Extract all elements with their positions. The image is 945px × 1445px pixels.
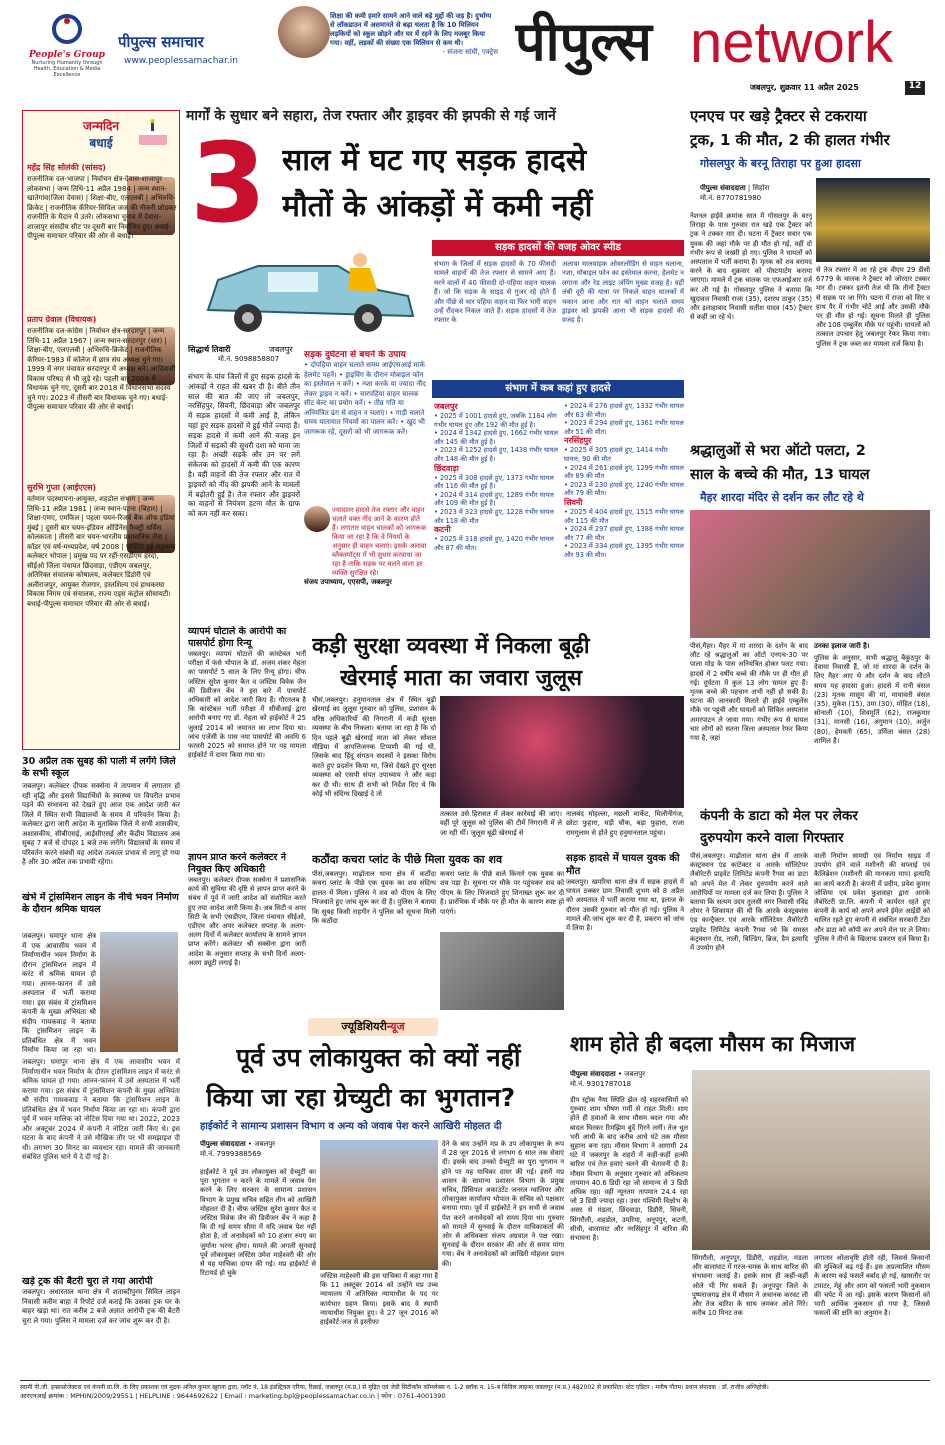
birthday-box xyxy=(22,110,180,750)
judiciary-banner-b: न्यूज xyxy=(386,1020,405,1033)
district-stats xyxy=(434,464,558,526)
battery-body: जबलपुर। अधारताल थाना क्षेत्र में शताब्दीपुरम सिविल लाइन निवासी करीम बाहा ने रिपोर्ट दर्ज कराई कि उसका ट्रक घर के बाहर खड़ा था। रात करीब 2 बजे अज्ञात आरोपी ट्रक की बैटरी चुरा ले गया। पुलिस ने मामला दर्ज कर जांच शुरू कर दी है। xyxy=(22,1288,180,1325)
page-number: 12 xyxy=(905,81,925,95)
collector-body: जबलपुर। कलेक्टर दीपक सक्सेना ने प्रशासनिक कार्य की सुविधा की दृष्टि से ज्ञापन प्राप्त करने के संबंध में पूर्व में जारी आदेश को संशोधित करते हुए नया आदेश जारी किया है। अब सिटी व अपर सिटी के सभी एसडीएम, जिला पंचायत सीईओ, एडीएम और अपर कलेक्टर सप्ताह के अलग-अलग दिनों में कलेक्टर कार्यालय के सामने ज्ञापन प्राप्त करेंगे। कलेक्टर श्री सक्सेना द्वारा जारी आदेश के अनुसार सप्ताह के सभी दिनों अलग-अलग ड्यूटी लगाई है। xyxy=(188,876,306,967)
school-body: जबलपुर। कलेक्टर दीपक सक्सेना ने तापमान में लगातार हो रही वृद्धि और इससे विद्यार्थियों के स्वास्थ्य पर विपरीत प्रभाव पड़ने की संभावना को देखते हुए आज एक आदेश जारी कर जिले में स्थित सभी विद्यालयों के समय में परिवर्तन किया है। कलेक्टर द्वारा जारी आदेश के मुताबिक जिले में सभी शासकीय, अशासकीय, सीबीएसई, आईसीएसई और केंद्रीय विद्यालय अब सुबह 7 बजे से दोपहर 1 बजे तक लगेंगे। विद्यालयों के समय में परिवर्तन करने संबंधी यह आदेश तत्काल प्रभाव से लागू हो गया है और 30 अप्रैल तक प्रभावी रहेगा। xyxy=(22,782,180,866)
building-photo xyxy=(100,932,178,1052)
highcourt-photo xyxy=(320,1140,438,1270)
kathaunda-headline: कठौंदा कचरा प्लांट के पीछे मिला युवक का शव xyxy=(312,853,503,866)
main-headline-1: साल में घट गए सड़क हादसे xyxy=(282,143,587,178)
district-stats xyxy=(564,402,684,436)
tractor-byline: पीपुल्स संवाददाता | सिहोरा मो.नं. 8770781980 xyxy=(700,184,815,208)
district-stats xyxy=(564,436,684,498)
transmission-headline: खंभे में ट्रांसमिशन लाइन के नीचे भवन निर्माण के दौरान श्रमिक घायल xyxy=(22,892,179,915)
district-stat-line: • 2024 में 1342 हादसे हुए, 1662 गंभीर घायल और 145 की मौत हुई है। xyxy=(434,429,558,446)
body-found-photo xyxy=(440,932,564,1010)
cause-text-2: अलावा मालवाहक ओवरलोडिंग से वाहन चलाना, नशा, मोबाइल फोन का इस्तेमाल करना, हेलमेट न लगाना और रेड लाइट जंपिंग मुख्य वजह है। वहीं लंबी दूरी की यात्रा पर निकले वाहन चालकों में थकान आना और रात को वाहन चलाते समय ड्राइवर को झपकी आना भी सड़क हादसों की वजह है। xyxy=(562,260,684,325)
school-story xyxy=(22,756,180,886)
cause-bar: सड़क हादसों की वजह ओवर स्पीड xyxy=(432,240,684,256)
transmission-body-cont: जबलपुर। घमापुर थाना क्षेत्र में एक आवासीय भवन में निर्माणाधीन भवन निर्माण के दौरान ट्रांसमिशन लाइन में करंट से श्रमिक घायल हो गया। आनन-फानन में उसे अस्पताल में भर्ती कराया गया। इस संबंध में ट्रांसमिशन कंपनी के मुख्य अभियंता श्री संदीप गायकवाड़ ने बताया कि ट्रांसमिशन लाइन के प्रतिबंधित क्षेत्र में भवन निर्माण किया जा रहा था। कंपनी द्वारा पूर्व में भवन मालिक को नोटिस दिया गया था। 2022, 2023 और अक्टूबर 2024 में कंपनी ने नोटिस जारी किए थे। इस घटना के बाद कंपनी ने उसे मौखिक तौर पर भी समझाइश दी थी। लगभग 30 मिनट का व्यवधान रहा। मामले की जानकारी संबंधित पुलिस थाने में दे दी गई है। xyxy=(22,1058,180,1161)
paper-title: पीपुल्स समाचार xyxy=(118,33,204,51)
birthday-title-top: जन्मदिन xyxy=(82,119,120,133)
district-stats xyxy=(564,498,684,560)
quote-author: - संजना सांघी, एक्ट्रेस xyxy=(442,48,498,56)
main-kicker: मार्गों के सुधार बने सहारा, तेज रफ्तार और ड्राइवर की झपकी से गई जानें xyxy=(186,108,556,124)
battery-story xyxy=(22,1276,180,1362)
brand-hindi: पीपुल्स xyxy=(515,10,652,73)
district-stat-line: • 2023 में 1252 हादसे हुए, 1438 गंभीर घायल और 148 की मौत हुई है। xyxy=(434,446,558,463)
judiciary-banner-a: ज्यूडिशियरी xyxy=(341,1020,387,1033)
collector-story xyxy=(188,852,306,1012)
lokayukta-byline-label: पीपुल्स संवाददाता xyxy=(200,1140,246,1148)
district-name: जबलपुर xyxy=(434,402,458,411)
injured-headline: सड़क हादसे में घायल युवक की मौत xyxy=(566,853,680,877)
dust-storm-photo xyxy=(692,1070,930,1250)
lokayukta-body-left: हाईकोर्ट ने पूर्व उप लोकायुक्त को ग्रेच्युटी का पूरा भुगतान न करने के मामले में जवाब पेश करने के लिए सरकार के सामान्य प्रशासन विभाग के प्रमुख सचिव सहित तीन को आखिरी मोहलत दी है। चीफ जस्टिस सुरेश कुमार कैत व जस्टिस विवेक जैन की डिवीजन बेंच ने कहा है कि दी गई समय सीमा में यदि जवाब पेश नहीं होता है, तो अनावेदकों को 10 हजार रुपए का जुर्माना भरना होगा। मामले की अगली सुनवाई पूर्व लोकायुक्त जस्टिस उमेश माहेश्वरी की ओर से यह याचिका दायर की गई। मप्र हाईकोर्ट से रिटायर्ड हो चुके xyxy=(200,1168,316,1278)
district-name: सिवनी xyxy=(564,497,583,507)
district-name: कटनी xyxy=(434,525,451,535)
stats-right xyxy=(564,402,684,618)
footer xyxy=(20,1380,930,1430)
kherma-body-mid: तत्काल उसे हिरासत में लेकर कार्रवाई की जाए। वहीं पूरे जुलूस को पुलिस की टीमें निगरानी में ले जा रही थीं। जुलूस बूढ़ी खेरमाई से xyxy=(440,810,562,837)
main-byline-city: जबलपुर xyxy=(268,345,293,354)
weather-byline: पीपुल्स संवाददाता • जबलपुर मो.नं. 9301787018 xyxy=(570,1070,694,1094)
lokayukta-headline-2: किया जा रहा ग्रेच्युटी का भुगतान? xyxy=(206,1083,516,1112)
hospital-photo xyxy=(690,510,930,638)
truck-photo xyxy=(816,178,930,262)
district-name: नरसिंहपुर xyxy=(564,436,592,446)
lokayukta-byline: पीपुल्स संवाददाता • जबलपुर मो.नं. 7999388569 xyxy=(200,1140,324,1164)
weather-body-mid: सिंगरौली, अनूपपुर, डिंडौरी, शहडोल, मंडला और बालाघाट में गरज-चमक के साथ बारिश की संभावना जताई है। इसके साथ ही कहीं-कहीं ओले भी गिर सकते हैं। अनूपपुर जिले के पुष्पराजगढ़ क्षेत्र में मौसम ने अचानक करवट ली और तेज बारिश के साथ जमकर ओले गिरे। करीब 10 मिनट तक xyxy=(692,1254,808,1318)
battery-headline: खड़े ट्रक की बैटरी चुरा ले गया आरोपी xyxy=(22,1276,153,1287)
district-stat-line: • 2023 में 230 हादसे हुए, 1240 गंभीर घायल और 79 की मौत। xyxy=(564,480,684,498)
quote-box xyxy=(330,12,498,90)
transmission-body: जबलपुर। घमापुर थाना क्षेत्र में एक आवासीय भवन में निर्माणाधीन भवन निर्माण के दौरान ट्रांसमिशन लाइन में करंट से श्रमिक घायल हो गया। आनन-फानन में उसे अस्पताल में भर्ती कराया गया। इस संबंध में ट्रांसमिशन कंपनी के मुख्य अभियंता श्री संदीप गायकवाड़ ने बताया कि ट्रांसमिशन लाइन के प्रतिबंधित क्षेत्र में भवन निर्माण किया जा रहा था। xyxy=(22,932,96,1054)
birthday-title-bottom: बधाई xyxy=(89,136,113,150)
auto-body-left: पीसं,मैहर। मैहर में मां शारदा के दर्शन के बाद लौट रहे श्रद्धालुओं का ऑटो एनएच-30 पर पाला मोड़ के पास अनियंत्रित होकर पलट गया। हादसे में 2 वर्षीय बच्चे की मौके पर ही मौत हो गई। दुर्घटना में कुल 13 लोग घायल हुए हैं। मृतक बच्चे की पहचान अभी नहीं हो सकी है। घटना की जानकारी मिलते ही हाईवे एम्बुलेंस मौके पर पहुंची और घायलों को सिविल अस्पताल अमरपाटन ले जाया गया। गंभीर रूप से घायल चार लोगों को सतना जिला अस्पताल रेफर किया गया है, जहां xyxy=(690,642,808,743)
data-headline-1: कंपनी के डाटा को मेल पर लेकर xyxy=(700,808,858,824)
asp-quote-by: संजय उपाध्याय, एएसपी, जबलपुर xyxy=(304,578,392,586)
data-body-left: पीसं,जबलपुर। माढ़ोताल थाना क्षेत्र में आरके कंस्ट्रक्शन एंड कांटेक्टर व आरके सॉलिटेयर लैबोरेटरी प्राइवेट लिमिटेड कंपनी रैंगवा का डाटा को अपने मेल में लेकर दुरुपयोग करने वाले आरोपियों पर मामला दर्ज कर लिया है। पुलिस ने बताया कि सत्यम उदय तुलसी नगर निवासी रविंद्र तोमर ने शिकायत की थी कि आरके कंस्ट्रक्शंस एंड कान्ट्रैक्टर एवं आरके सॉलिटेयर लैबोरेटरी प्राइवेट लिमिटेड कंपनी रैंगवा जो कि समस्त कंट्रक्शन रोड, नाली, बिल्डिंग, ब्रिज, डैम इत्यादि में उपयोग होने xyxy=(690,852,808,953)
lokayukta-headline-1: पूर्व उप लोकायुक्त को क्यों नहीं xyxy=(236,1043,521,1072)
auto-headline-2: साल के बच्चे की मौत, 13 घायल xyxy=(690,467,870,483)
vyapam-body: जबलपुर। व्यापमं घोटाले की कांस्टेबल भर्ती परीक्षा में फंसे भोपाल के डॉ. अजय शंकर मेहता का पासपोर्ट 5 साल के लिए रिन्यू होगा। चीफ जस्टिस सुरेश कुमार कैत व जस्टिस विवेक जैन की डिवीजन बेंच ने इस बारे में पासपोर्ट अधिकारी को आदेश जारी किए हैं। गौरतलब है कि कांस्टेबल भर्ती परीक्षा में सीबीआई द्वारा आरोपी बनाए गए डॉ. मेहता को हाईकोर्ट ने 25 जुलाई 2014 को जमानत का लाभ दिया था। जांच एजेंसी के पास नया पासपोर्ट की अवधि 6 फरवरी 2025 को समाप्त होने पर यह मामला हाईकोर्ट में दायर किया गया था। xyxy=(188,650,306,760)
injured-body: जबलपुर। खमरिया थाना क्षेत्र में सड़क हादसे में घायल ठक्कर ग्राम निवासी शुभम को 8 अप्रैल को अस्पताल में भर्ती कराया गया था, इलाज के दौरान उसकी गुरुवार को मौत हो गई। पुलिस ने मामले की जांच शुरू कर दी है, प्रकरण को जांच में लिया है। xyxy=(566,878,684,933)
weather-byline-city: जबलपुर xyxy=(624,1070,646,1078)
peoples-group-logo xyxy=(22,10,112,95)
birthday-person-2-text: राजनीतिक दल-कांग्रेस | निर्वाचन क्षेत्र-सरदारपुर | जन्म तिथि-11 अप्रैल 1967 | जन्म स्थान-सरदारपुर (धार) | शिक्षा-बीए, एलएलबी | अभिरुचि-क्रिकेट | राजनीतिक कॅरियर-1983 में कॉलेज में छात्र संघ अध्यक्ष चुने गए। 1999 में नगर पंचायत सरदारपुर में अध्यक्ष बने। आदिवासी विकास परिषद से भी जुड़े रहे। पहली बार 2008 में विधायक चुने गए, दूसरी बार 2018 में विधानसभा सदस्य चुने गए। 2023 में तीसरी बार विधायक चुने गए। बधाई-पीपुल्स समाचार परिवार की ओर से बधाई। xyxy=(27,327,176,411)
car-illustration xyxy=(188,240,428,340)
stats-left xyxy=(434,402,558,618)
district-stat-line: • 2025 में 308 हादसे हुए, 1373 गंभीर घायल और 116 की मौत हुई है। xyxy=(434,473,554,491)
collector-headline: ज्ञापन प्राप्त करने कलेक्टर ने नियुक्त किए अधिकारी xyxy=(188,852,286,875)
stats-bar: संभाग में कब कहां हुए हादसे xyxy=(432,380,684,398)
district-stat-line: • 2024 में 276 हादसे हुए, 1332 गंभीर घायल और 63 की मौत। xyxy=(564,402,684,419)
cause-text-1: संभाग के जिलों में सड़क हादसों के 70 फीसदी मामले वाहनों की तेज रफ्तार से सामने आए हैं। मरने वालों में 40 फीसदी दो-पहिया वाहन चालक हैं। जो कि सड़क के साइड से गुजर रहे होते हैं और पीछे से चार पहिया वाहन या फिर भारी वाहन उन्हें रौंदकर निकल जाते हैं। सड़क हादसों में तेज रफ्तार के xyxy=(434,260,556,325)
district-stat-line: • 2025 में 404 हादसे हुए, 1515 गंभीर घायल और 115 की मौत xyxy=(564,507,684,525)
district-stat-line: • 2025 में 318 हादसे हुए, 1420 गंभीर घायल और 87 की मौत। xyxy=(434,535,554,552)
asp-photo xyxy=(304,506,330,532)
footer-line-1: स्वामी पी.जी. इन्फ्राप्रोजेक्टस एवं कंपनी प्रा.लि. के लिए प्रकाशक एवं मुद्रक अनिल कुमार खुराना द्वारा, प्लॉट नं. 18 इंडस्ट्रियल एरिया, रिछाई, जबलपुर (म.प्र.) से मुद्रित एवं जेडी सिटीकॉम कॉम्प्लेक्स न. 1-2 ब्लॉक न. 15-ब सिविल लाइन्स जबलपुर (म.प्र.) 482002 से प्रकाशित। स्टेट एडिटर : मनीष गौतम। प्रधान संपादक : डॉ. राजीव अग्निहोत्री। xyxy=(20,1384,769,1391)
weather-body-right: लगातार ओलावृष्टि होती रही, जिससे किसानों की मुश्किलें बढ़ गई हैं। इस अप्रत्याशित मौसम के कारण कई फसलें बर्बाद हो गई, खासतौर पर टमाटर, मेहूं और आम को फसलों भारी नुकसान की चपेट में आ गईं। इसके कारण किसानों को भारी आर्थिक नुकसान हो गया है, जिससे फसलों की क्षति का अनुमान है। xyxy=(814,1254,930,1318)
footer-line-2: आरएनआई क्रमांक : MPHIN/2009/29551 | HELPLINE : 9644692622 | Email : marketing.bpl@peoplessamachar.co.in | फोन : 0761-4001390 xyxy=(20,1392,446,1400)
group-name: People's Group xyxy=(29,50,105,60)
birthday-person-3-text: वर्तमान पदस्थापना-आयुक्त, शहडोल संभाग | जन्म तिथि-11 अप्रैल 1981 | जन्म स्थान-पटना (बिहार) | शिक्षा-एमए, एमफिल | पहला चयन-रिजर्व बैंक ऑफ इंडिया मुंबई | दूसरी बार चयन-इंडियन ऑर्डिनेंस फैक्ट्री सर्विस कोलकाता | तीसरी बार चयन-भारतीय प्रशासनिक सेवा | कॉडर एवं वर्ष-मध्यप्रदेश, वर्ष 2008 | पोस्टिंग हुई-सहायक कलेक्टर भोपाल | प्रमुख पद पर रहीं-एसडीएम हरदा, सीईओ जिला पंचायत छिंदवाड़ा, एडीएम जबलपुर, अतिरिक्त संचालक कोषालय, कलेक्टर डिंडोरी एवं अलीराजपुर, आयुक्त रोजगार, हस्तशिल्प एवं हाथकरघा विकास निगम एवं संचालक, राज्य एड्स कंट्रोल सोसायटी। बधाई-पीपुल्स समाचार परिवार की ओर से बधाई। xyxy=(27,495,176,608)
main-byline-phone: मो.नं. 9098858807 xyxy=(218,355,280,363)
main-headline-2: मौतों के आंकड़ों में कमी नहीं xyxy=(282,189,593,224)
district-stat-line: • 2024 में 314 हादसे हुए, 1289 गंभीर घायल और 109 की मौत हुई है। xyxy=(434,490,554,508)
weather-byline-label: पीपुल्स संवाददाता xyxy=(570,1070,616,1078)
paper-site-link[interactable]: www.peoplessamachar.in xyxy=(124,56,238,66)
auto-headline-1: श्रद्धालुओं से भरा ऑटो पलटा, 2 xyxy=(690,443,866,459)
kathaunda-body-right: कचरा प्लांट के पीछे वाले किनारे एक युवक का शव पड़ा है। सूचना पर मौके पर पहुंचकर शव को पीएम के लिए भिजवाते हुए शिनाख्त शुरू कर दी है। प्रारंभिक में मौके पर ही मौत के कारण स्पष्ट हो पाएंगे। xyxy=(440,870,564,916)
lokayukta-sub: हाईकोर्ट ने सामान्य प्रशासन विभाग व अन्य को जवाब पेश करने आखिरी मोहलत दी xyxy=(200,1121,502,1132)
data-body-right: वाली निर्माण सामग्री एवं निर्माण साइड में उपयोग होने वाले मशीनरी की सप्लाई एवं कैलिब्रेशन (मशीनरी की मानकता माप) इत्यादि का कार्य करती है। कंपनी में प्रदीप, प्रवेश कुमार जोशिया एवं प्रवेश कुशवाहा द्वारा आरके लैबोरेटरी प्रा.लि. कंपनी में कार्यरत रहते हुए कंपनी के कार्य को अपने अपने ईमेल आईडी को चालित रहते हुए कंपनी से संबंधित सरकारी टेंडर और डाटा को कॉपी कर अपने मेल पर ले लिया। पुलिस ने तीनों के खिलाफ प्रकरण दर्ज किया है। xyxy=(814,852,930,943)
group-tagline: Nurturing Humanity through Health, Education & Media Excellence xyxy=(31,60,103,78)
district-stat-line: • 2023 में 334 हादसे हुए, 1395 गंभीर घायल और 93 की मौत। xyxy=(564,542,684,559)
kherma-body-right: नालबंद मोहल्ला, मछली मार्केट, मिलौनीगंज, छोटा फुहारा, घड़ी चौक, बड़ा फुहारा, राजा रामगुलाम से होते हुए हनुमानताल पहुंचा। xyxy=(566,810,684,837)
birthday-person-1-name: महेंद्र सिंह सोलंकी (सांसद) xyxy=(27,163,106,172)
district-stat-line: • 2025 में 1001 हादसे हुए, जबकि 1184 लोग गंभीर घायल हुए और 192 की मौत हुई है। xyxy=(434,412,557,429)
weather-body-left: डीप स्ट्रोक नैया स्थिति झेल रहे शहरवासियों को गुरुवार शाम भीषण गर्मी से राहत मिली। शाम होते ही हवाओं के साथ मौसम बदल गया और बादल घिरकर रिमझिम बूंदें गिरने लगीं। तेज धूल भरी आंधी के बाद करीब आधे घंटे तक मौसम सुहाना बना रहा। मौसम विभाग ने आगामी 24 घंटे में जबलपुर के शहरों में कहीं-कहीं हल्की बारिश एवं तेज हवाएं चलने की चेतावनी दी है। मौसम विभाग के अनुसार गुरुवार को अधिकतम तापमान 40.6 डिग्री रहा जो सामान्य से 3 डिग्री अधिक रहा। वहीं न्यूनतम तापमान 24.4 रहा जो 3 डिग्री ज्यादा रहा। उधर पश्चिमी विक्षोभ के असर से मंडला, छिंदवाड़ा, डिंडौरी, सिवनी, सिंगरौली, शहडोल, उमरिया, अनूपपुर, कटनी, सीधी, बालाघाट और नरसिंहपुर में बारिश की संभावना है। xyxy=(570,1096,688,1243)
auto-caption: उनका इलाज जारी है। xyxy=(814,642,870,650)
quote-portrait xyxy=(278,6,330,58)
district-stat-line: • 2023 में 323 हादसे हुए, 1228 गंभीर घायल और 118 की मौत xyxy=(434,507,554,525)
tractor-byline-city: सिहोरा xyxy=(752,184,770,192)
birthday-person-3-name: सुरभि गुप्ता (आईएएस) xyxy=(27,483,97,492)
lokayukta-byline-city: जबलपुर xyxy=(254,1140,276,1148)
tractor-headline: ट्रक, 1 की मौत, 2 की हालत गंभीर xyxy=(690,131,890,149)
tractor-sub: गोसलपुर के बरनू तिराहा पर हुआ हादसा xyxy=(700,157,861,170)
injured-story xyxy=(566,852,684,1012)
brand-english: network xyxy=(690,10,894,75)
vyapam-story xyxy=(188,626,306,848)
district-stat-line: • 2024 में 261 हादसे हुए, 1299 गंभीर घायल और 89 की मौत xyxy=(564,463,684,481)
kherma-headline-1: कड़ी सुरक्षा व्यवस्था में निकला बूढ़ी xyxy=(312,634,590,659)
judiciary-banner xyxy=(308,1018,438,1036)
transmission-story xyxy=(22,892,180,1270)
asp-quote: ज्यादातर हादसे तेज रफ्तार और वाहन चलाते वक्त नींद आने के कारण होते हैं। लगातार वाहन चालकों को जागरूक किया जा रहा है कि वे नियमों के अनुसार ही वाहन चलाएं। इसके अलावा ब्लैकस्पॉट्स में भी सुधार करवाया जा रहा है ताकि सड़क पर चलने वाला हर व्यक्ति सुरक्षित रहे। xyxy=(332,506,427,577)
kherma-body-left: चीसं,जबलपुर। हनुमानताल क्षेत्र में स्थित बूढ़ी खेरमाई का जुलूस गुरुवार को पुलिस, प्रशासन के वरिष्ठ अधिकारियों की निगरानी में कड़ी सुरक्षा व्यवस्था के बीच निकला। बताया जा रहा है कि दो दिन पहले बूढ़ी खेरमाई माता को लेकर सोशल मीडिया में आपत्तिजनक टिप्पणी की गई थी, जिसके बाद हिंदू संगठन सदस्यों ने इसका विरोध करते हुए प्रदर्शन किया था, जिसे देखते हुए सुरक्षा व्यवस्था को एसपी संपत उपाध्याय ने और कड़ा कर दी थी। साथ ही सभी को निर्देश दिए थे कि कोई भी संदिग्ध दिखाई दे तो xyxy=(312,696,436,799)
birthday-person-1-text: राजनीतिक दल-भाजपा | निर्वाचन क्षेत्र-देवास-शाजापुर लोकसभा | जन्म तिथि-11 अप्रैल 1984 | जन्म स्थान-खातेगांव(जिला देवास) | शिक्षा-बीए, एलएलबी | अभिरुचि-क्रिकेट | राजनीतिक कॅरियर-सिविल जज की नौकरी छोड़कर राजनीति के मैदान में उतरे। लोकसभा चुनाव में देवास-शाजापुर संसदीय सीट पर दूसरी बार निर्वाचित हुए। बधाई-पीपुल्स समाचार परिवार की ओर से बधाई। xyxy=(27,175,177,240)
weather-byline-phone: मो.नं. 9301787018 xyxy=(570,1079,632,1088)
district-stat-line: • 2024 में 297 हादसे हुए, 1388 गंभीर घायल और 77 की मौत xyxy=(564,525,684,542)
asp-quote-box xyxy=(304,506,428,618)
kathaunda-body-left: पीसं,जबलपुर। माढ़ोताल थाना क्षेत्र में कठौंदा कचरा प्लांट के पीछे एक युवक का शव संदिग्ध हालत में मिला। पुलिस ने शव को पीएम के लिए भिजवाते हुए जांच शुरू कर दी है। पुलिस ने बताया कि सुबह किसी राहगीर ने पुलिस को सूचना मिली कि कठौंदा xyxy=(312,870,436,926)
data-headline-2: दुरुपयोग करने वाला गिरफ्तार xyxy=(700,830,844,846)
birthday-person-2-name: प्रताप ग्रेवाल (विधायक) xyxy=(27,315,97,324)
auto-body-right: पुलिस के अनुसार, सभी श्रद्धालु बैकुंठपुर के देवाया निवासी हैं, जो मां शारदा के दर्शन के लिए मैहर आए थे और दर्शन के बाद लौटते समय यह हादसा हुआ। हादसे में रानी बंसल (23) मृतक मासूम की मां, मायावती बंसल (35), मुकेश (15), उमा (30), मोहित (18), सोनाली (10), शिवमूर्ति (62), राजकुमार (31), मानसी (16), अंगुमान (10), अर्जुन (80), हेमवती (65), उर्मिला बंसल (28) शामिल हैं। xyxy=(814,654,930,745)
auto-sub: मैहर शारदा मंदिर से दर्शन कर लौट रहे थे xyxy=(700,491,864,504)
tractor-body-left: नेशनल हाईवे क्रमांक सात में गोसलपुर के बरनू तिराहा के पास गुरुवार रात खड़े एक ट्रैक्टर को ट्रक ने टक्कर मार दी। घटना में ट्रैक्टर सवार एक युवक की जहां मौके पर ही मौत हो गई, वहीं दो गंभीर रूप से जख्मी हो गए। पुलिस ने घायलों को अस्पताल में भर्ती कराया है। मृतक को शव बरामद करने के बाद शुक्रवार को पोस्टमार्टम कराया जाएगा। मामले में ट्रक चालक पर एफआईआर दर्ज कर ली गई है। गोसलपुर पुलिस ने बताया कि खुदावल निवासी राजा (35), दशरथ ठाकुर (35) और इलाहाबाद निवासी सतीश यादव (45) ट्रैक्टर से कहीं जा रहे थे। xyxy=(690,212,812,322)
tractor-byline-label: पीपुल्स संवाददाता xyxy=(700,184,746,192)
vyapam-headline: व्यापमं घोटाले के आरोपी का पासपोर्ट होगा रिन्यू xyxy=(188,626,287,649)
main-body: संभाग के पांच जिलों में हुए सड़क हादसे के आंकड़ों ने राहत की खबर दी है। बीते तीन साल की बात की जाए तो जबलपुर, नरसिंहपुर, सिवनी, छिंदवाड़ा और जबलपुर में सड़क हादसों में कमी आई है, लेकिन यहां हुए सड़क हादसों में हुई मौतें ज्यादा हैं। सड़क हादसे में कमी आने की वजह इन जिलों में सड़कों की सुधरी दशा को माना जा रहा है। अच्छी सड़कें और उन पर लगे संकेतक को हादसों में कमी की एक कारण है। वहीं वाहनों की तेज रफ्तार और रात में ड्राइवरों को नींद की झपकी आने के मामलों में बढ़ोतरी हुई है। तेज रफ्तार और ड्राइवरों का वाहनों से नियंत्रण हटना मौत के ग्राफ को कम नहीं कर सका। xyxy=(188,372,300,519)
lokayukta-byline-phone: मो.नं. 7999388569 xyxy=(200,1149,262,1158)
school-headline: 30 अप्रैल तक सुबह की पाली में लगेंगे जिले के सभी स्कूल xyxy=(22,756,176,779)
group-logo-icon xyxy=(50,12,84,46)
tractor-byline-phone: मो.नं. 8770781980 xyxy=(700,193,762,202)
tractor-body-right: से तेज रफ्तार में आ रहे ट्रक वीएम 29 डीसी 6779 के चालक ने ट्रैक्टर को जोरदार टक्कर मार दी। टक्कर इतनी तेज थी कि तीनों ट्रैक्टर से सड़क पर जा गिरे। घटना में राजा को सिर व हाथ पैर में गंभीर चोटें आईं और उसकी मौके पर ही मौत हो गई। सूचना मिलते ही पुलिस और 108 एम्बुलेंस मौके पर पहुंची। घायलों को तत्काल उपचार हेतु जबलपुर रेफर किया गया। पुलिस ने ट्रक जब्त कर मामला दर्ज किया है। xyxy=(816,266,930,348)
tractor-kicker: एनएच पर खड़े ट्रैक्टर से टकराया xyxy=(690,107,867,125)
quote-text: शिक्षा की कमी हमारे सामने आने वाले बड़े मुद्दों की जड़ है। दुर्भाग्य से लॉकडाउन में असमानते से बढ़ा चलता है कि 10 मिलियन लड़कियों को स्कूल छोड़ने और घर में रहने के लिए मजबूर किया गया। वहीं, लड़कों की संख्या एक मिलियन से कम थी। xyxy=(330,12,492,47)
procession-photo xyxy=(440,696,684,808)
date-line: जबलपुर, शुक्रवार 11 अप्रैल 2025 xyxy=(750,83,859,92)
cake-icon xyxy=(135,117,171,147)
main-byline-name: सिद्धार्थ तिवारी xyxy=(188,345,231,354)
tips-header: सड़क दुर्घटना से बचने के उपाय xyxy=(304,350,406,360)
tips-list: • दोपहिया वाहन चलाते समय आईएसआई मार्क हेलमेट पहनें। • ड्राइविंग के दौरान मोबाइल फोन का इस्तेमाल न करें। • नशा करके या ज्यादा नींद लेकर ड्राइव न करें। • चारपहिया वाहन चालक सीट बेल्ट का प्रयोग करें। • तीव्र गति या अनियंत्रित ढंग से वाहन न चलाएं। • गाड़ी चलाते समय यातायात नियमों का पालन करें। • खुद भी जागरूक रहें, दूसरों को भी जागरूक करें। xyxy=(304,361,426,436)
district-name: छिंदवाड़ा xyxy=(434,463,459,473)
district-stats xyxy=(434,525,558,552)
masthead xyxy=(0,0,945,102)
lokayukta-body-mid: जस्टिस माहेश्वरी की इस याचिका में कहा गया है कि 11 अक्टूबर 2014 को उन्होंने मप्र उच्च न्यायालय में अतिरिक्त न्यायाधीश के पद पर कार्यभार ग्रहण किया। इसके बाद वे स्थायी न्यायाधीश नियुक्त हुए। वे 27 जून 2016 को हाईकोर्ट जज से इस्तीफा xyxy=(320,1272,438,1327)
lokayukta-body-right: देने के बाद उन्होंने मप्र के उप लोकायुक्त के रूप में 28 जून 2016 से लगभग 6 साल तक सेवाएं दीं। इसके बाद उनको ग्रेच्युटी का पूरा भुगतान न होने पर यह याचिका दायर की गई। इसमें मप्र शासन के सामान्य प्रशासन विभाग के प्रमुख सचिव, प्रिंसिपल अकाउंटेंट जनरल ग्वालियर और लोकायुक्त कार्यालय भोपाल के सचिव को पक्षकार बनाया गया। पूर्व में हाईकोर्ट ने इन सभी से जवाब पेश करने अनावेदकों को समय दिया था। गुरुवार को मामले में सुनवाई के दौरान याचिकाकर्ता की ओर से अधिवक्ता संजय अग्रवाल ने पक्ष रखा। सुनवाई के दौरान सरकार की ओर से समय मांगा गया। बेंच ने अनावेदकों को आखिरी मोहलत प्रदान की। xyxy=(442,1140,564,1268)
weather-headline: शाम होते ही बदला मौसम का मिजाज xyxy=(570,1032,856,1056)
district-stat-line: • 2025 में 305 हादसे हुए, 1414 गंभीर घायल, 90 की मौत xyxy=(564,446,668,463)
district-stat-line: • 2023 में 294 हादसे हुए, 1361 गंभीर घायल और 51 की मौत। xyxy=(564,419,684,436)
big-number: 3 xyxy=(190,128,267,238)
district-stats xyxy=(434,402,558,464)
kherma-headline-2: खेरमाई माता का जवारा जुलूस xyxy=(340,666,583,691)
tips-box xyxy=(304,350,428,500)
